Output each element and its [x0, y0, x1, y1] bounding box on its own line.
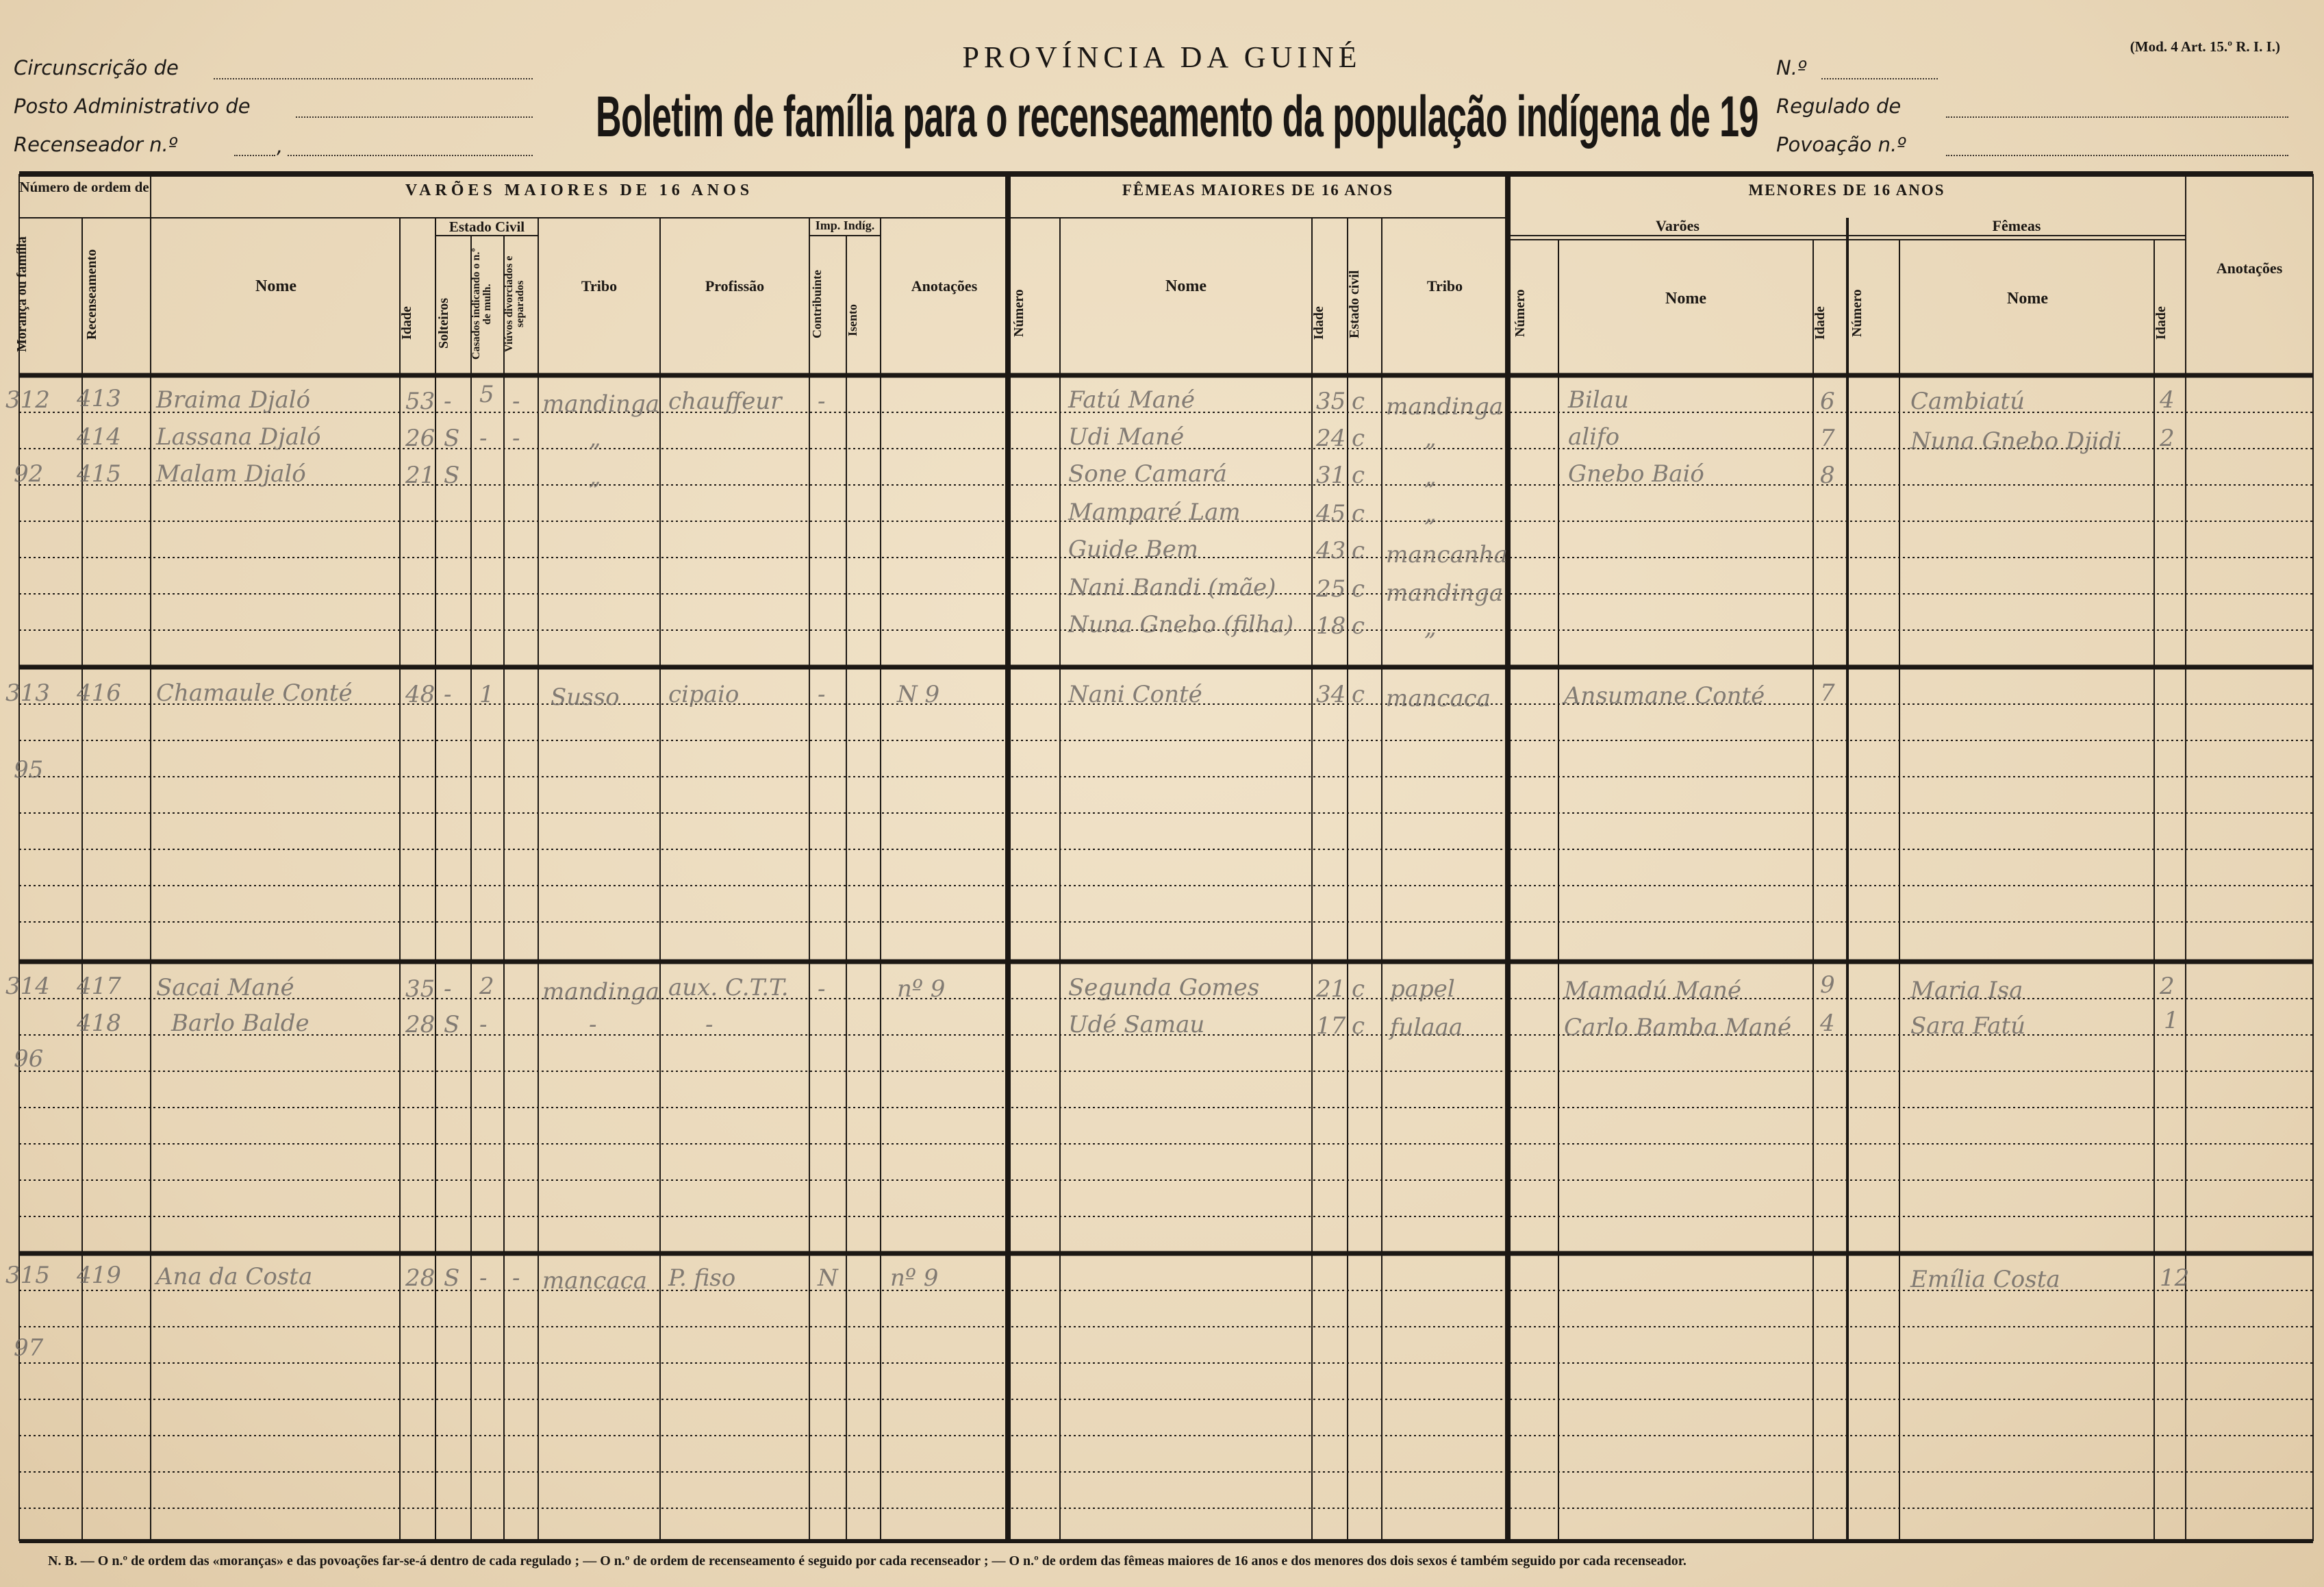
- handwritten-s3b-mv-idade: 4: [1820, 1010, 1835, 1037]
- numero-label: N.º: [1776, 56, 1807, 79]
- header-viuvos: Viúvos divorciados e separados: [503, 255, 526, 353]
- handwritten-s3-morn2: 96: [14, 1045, 44, 1073]
- handwritten-r4-f-ec: c: [1352, 500, 1365, 527]
- header-imp-indig: Imp. Indíg.: [815, 218, 875, 232]
- handwritten-s3-mf-nome: Maria Isa: [1910, 977, 2023, 1004]
- handwritten-s3-anot: nº 9: [897, 975, 946, 1003]
- handwritten-s2-rec: 416: [77, 679, 121, 707]
- handwritten-r1-f-tribo: mandinga: [1386, 393, 1503, 421]
- header-varoes-nome: Nome: [255, 277, 296, 295]
- handwritten-r5-f-idade: 43: [1316, 537, 1346, 564]
- handwritten-s3-rec: 417: [77, 973, 121, 1000]
- handwritten-r3-f-ec: c: [1352, 462, 1365, 489]
- handwritten-r2-mv-idade: 7: [1820, 425, 1835, 452]
- handwritten-r1-viu: -: [512, 388, 520, 415]
- header-varoes-tribo: Tribo: [581, 277, 618, 295]
- header-numero-ordem: Número de ordem de: [19, 179, 149, 195]
- handwritten-r7-f-ec: c: [1352, 612, 1365, 640]
- handwritten-s4-nome: Ana da Costa: [156, 1263, 313, 1290]
- handwritten-r1-moranca: 312: [5, 386, 50, 414]
- handwritten-r7-f-idade: 18: [1316, 612, 1346, 640]
- handwritten-r1-mf-idade: 4: [2160, 386, 2175, 414]
- handwritten-s4-cas: -: [479, 1264, 488, 1292]
- handwritten-s4-rec: 419: [77, 1262, 121, 1289]
- handwritten-r2-nome: Lassana Djaló: [156, 423, 321, 451]
- posto-label: Posto Administrativo de: [14, 95, 251, 118]
- handwritten-r3-mv-idade: 8: [1820, 462, 1835, 489]
- handwritten-r1-rec: 413: [77, 385, 121, 412]
- header-menores: MENORES DE 16 ANOS: [1748, 182, 1945, 199]
- handwritten-s3b-f-ec: c: [1352, 1012, 1365, 1040]
- handwritten-r5-f-ec: c: [1352, 537, 1365, 564]
- handwritten-r1-prof: chauffeur: [668, 388, 782, 415]
- handwritten-r3-f-idade: 31: [1316, 462, 1346, 489]
- header-estado-civil: Estado Civil: [449, 218, 525, 235]
- handwritten-r5-f-nome: Guide Bem: [1068, 536, 1198, 563]
- handwritten-r1-mv-nome: Bilau: [1568, 386, 1629, 414]
- handwritten-s4-idade: 28: [405, 1264, 435, 1292]
- handwritten-s3-idade: 35: [405, 975, 435, 1003]
- handwritten-r6-f-nome: Nani Bandi (mãe): [1068, 574, 1276, 601]
- handwritten-r5-f-tribo: mancanha: [1386, 541, 1508, 568]
- handwritten-s2-idade: 48: [405, 681, 435, 708]
- handwritten-r3-rec: 415: [77, 460, 121, 488]
- handwritten-s2-f-tribo: mancaca: [1386, 685, 1491, 712]
- handwritten-r4-f-nome: Mamparé Lam: [1068, 499, 1241, 526]
- header-menores-varoes-idade: Idade: [1813, 306, 1828, 340]
- handwritten-r3-f-nome: Sone Camará: [1068, 460, 1227, 488]
- handwritten-s2-moranca: 313: [5, 679, 50, 707]
- handwritten-s2-prof: cipaio: [668, 681, 740, 708]
- handwritten-r1-mf-nome: Cambiatú: [1910, 388, 2025, 415]
- handwritten-r1-nome: Braima Djaló: [156, 386, 311, 414]
- handwritten-r3-f-tribo: „: [1424, 463, 1437, 490]
- header-menores-femeas: Fêmeas: [1992, 217, 2041, 234]
- handwritten-s2-tribo: Susso: [551, 684, 620, 711]
- handwritten-s4-moranca: 315: [5, 1262, 50, 1289]
- handwritten-s4-contrib: N: [818, 1264, 838, 1292]
- header-femeas-tribo: Tribo: [1426, 277, 1463, 295]
- handwritten-r2-f-idade: 24: [1316, 425, 1346, 452]
- handwritten-s3b-idade: 28: [405, 1011, 435, 1038]
- handwritten-r4-f-idade: 45: [1316, 500, 1346, 527]
- handwritten-s3-moranca: 314: [5, 973, 50, 1000]
- handwritten-s3-f-nome: Segunda Gomes: [1068, 974, 1260, 1001]
- handwritten-r3-solt: S: [444, 462, 460, 489]
- header-femeas-estado-civil: Estado civil: [1347, 270, 1362, 338]
- handwritten-s3b-cas: -: [479, 1011, 488, 1038]
- header-menores-varoes-numero: Número: [1513, 289, 1528, 337]
- recenseador-comma: ,: [277, 134, 283, 158]
- province-heading: PROVÍNCIA DA GUINÉ: [962, 40, 1362, 74]
- handwritten-r6-f-idade: 25: [1316, 575, 1346, 603]
- header-anotacoes-final: Anotações: [2216, 260, 2283, 277]
- handwritten-s3-f-idade: 21: [1316, 975, 1346, 1003]
- handwritten-r2-solt: S: [444, 425, 460, 452]
- handwritten-s2-anot: N 9: [897, 681, 940, 708]
- handwritten-s4-viu: -: [512, 1264, 520, 1292]
- handwritten-s3-cas: 2: [479, 973, 494, 1000]
- handwritten-r2-mf-nome: Nuna Gnebo Djidi: [1910, 427, 2122, 455]
- handwritten-r1-f-nome: Fatú Mané: [1068, 386, 1196, 414]
- handwritten-s4-solt: S: [444, 1264, 460, 1292]
- handwritten-s4-prof: P. fiso: [668, 1264, 736, 1292]
- handwritten-s3b-mv-nome: Carlo Bamba Mané: [1564, 1014, 1792, 1041]
- handwritten-r1-mv-idade: 6: [1820, 388, 1835, 415]
- handwritten-r2-f-tribo: „: [1424, 425, 1437, 452]
- handwritten-s2-f-ec: c: [1352, 681, 1365, 708]
- handwritten-s3-solt: -: [444, 975, 452, 1003]
- handwritten-r1-contrib: -: [818, 388, 826, 415]
- handwritten-r2-tribo: „: [589, 425, 601, 452]
- handwritten-r3-moranca: 92: [14, 460, 44, 488]
- handwritten-s3-nome: Sacai Mané: [156, 974, 294, 1001]
- header-moranca: Morança ou família: [14, 236, 29, 353]
- handwritten-s2-morn2: 95: [14, 756, 44, 784]
- header-femeas-idade: Idade: [1311, 306, 1326, 340]
- form-title: Boletim de família para o recenseamento da população indígena de 19: [596, 84, 1758, 149]
- handwritten-s2-solt: -: [444, 681, 452, 708]
- handwritten-s3b-f-tribo: fulaaa: [1390, 1014, 1463, 1041]
- handwritten-s3-contrib: -: [818, 975, 826, 1003]
- handwritten-s3-mf-idade: 2: [2160, 973, 2175, 1000]
- recenseador-label: Recenseador n.º: [14, 133, 178, 156]
- handwritten-s4-anot: nº 9: [890, 1264, 939, 1292]
- handwritten-r1-f-ec: c: [1352, 388, 1365, 415]
- form-model-reference: (Mod. 4 Art. 15.º R. I. I.): [2130, 38, 2280, 55]
- handwritten-r4-f-tribo: „: [1424, 500, 1437, 527]
- handwritten-s3b-solt: S: [444, 1011, 460, 1038]
- handwritten-r1-f-idade: 35: [1316, 388, 1346, 415]
- handwritten-s3-f-ec: c: [1352, 975, 1365, 1003]
- handwritten-s3b-prof: -: [705, 1011, 713, 1038]
- header-menores-varoes-nome: Nome: [1665, 290, 1706, 308]
- handwritten-r1-solt: -: [444, 388, 452, 415]
- header-solteiros: Solteiros: [436, 297, 451, 349]
- handwritten-r1-idade: 53: [405, 388, 435, 415]
- handwritten-r3-nome: Malam Djaló: [156, 460, 306, 488]
- handwritten-s3-tribo: mandinga: [542, 978, 659, 1005]
- regulado-label: Regulado de: [1776, 95, 1902, 118]
- handwritten-r2-cas: -: [479, 425, 488, 452]
- header-contribuinte: Contribuinte: [810, 270, 824, 339]
- handwritten-r6-f-tribo: mandinga: [1386, 579, 1503, 607]
- handwritten-s3-prof: aux. C.T.T.: [668, 974, 789, 1001]
- header-recenseamento: Recenseamento: [84, 249, 99, 340]
- header-menores-varoes: Varões: [1656, 217, 1700, 234]
- header-varoes-anotacoes: Anotações: [911, 277, 978, 295]
- handwritten-r2-mf-idade: 2: [2160, 425, 2175, 452]
- header-casados: Casados indicando o n.º de mulh.: [470, 248, 493, 360]
- handwritten-r2-f-ec: c: [1352, 425, 1365, 452]
- handwritten-s3-mv-nome: Mamadú Mané: [1564, 977, 1742, 1004]
- header-femeas-numero: Número: [1011, 289, 1026, 337]
- header-isento: Isento: [846, 303, 859, 336]
- header-varoes-idade: Idade: [399, 306, 414, 340]
- handwritten-s3b-f-idade: 17: [1316, 1012, 1346, 1040]
- handwritten-s3b-mf-nome: Sara Fatú: [1910, 1012, 2026, 1040]
- handwritten-s4-mf-idade: 12: [2160, 1264, 2190, 1292]
- handwritten-s4-mf-nome: Emília Costa: [1910, 1266, 2060, 1293]
- footnote: N. B. — O n.º de ordem das «moranças» e das povoações far-se-á dentro de cada regulado ; — O n.º de ordem de recenseamento é seguido por cada recenseador ; — O n.º de ordem das fêmeas maiores de 16 anos e dos menores dos dois sexos é também seguido por cada recenseador.: [48, 1553, 1687, 1569]
- header-profissao: Profissão: [705, 277, 765, 295]
- handwritten-s3-f-tribo: papel: [1390, 975, 1455, 1003]
- povoacao-label: Povoação n.º: [1776, 133, 1906, 156]
- handwritten-s2-f-nome: Nani Conté: [1068, 681, 1202, 708]
- header-femeas-nome: Nome: [1165, 277, 1207, 295]
- handwritten-r7-f-nome: Nuna Gnebo (filha): [1068, 611, 1294, 638]
- handwritten-s3b-tribo: -: [589, 1011, 597, 1038]
- handwritten-r2-rec: 414: [77, 423, 121, 451]
- handwritten-r2-idade: 26: [405, 425, 435, 452]
- handwritten-r2-f-nome: Udi Mané: [1068, 423, 1185, 451]
- handwritten-r2-mv-nome: alifo: [1568, 423, 1620, 451]
- circunscricao-label: Circunscrição de: [14, 56, 179, 79]
- handwritten-r1-cas: 5: [479, 381, 494, 408]
- header-femeas-maiores: FÊMEAS MAIORES DE 16 ANOS: [1122, 182, 1394, 199]
- handwritten-s2-contrib: -: [818, 681, 826, 708]
- handwritten-s3b-rec: 418: [77, 1010, 121, 1037]
- handwritten-s3-mv-idade: 9: [1820, 971, 1835, 999]
- header-menores-femeas-numero: Número: [1849, 289, 1865, 337]
- handwritten-r6-f-ec: c: [1352, 575, 1365, 603]
- handwritten-s3b-nome: Barlo Balde: [171, 1010, 310, 1037]
- handwritten-r7-f-tribo: „: [1424, 614, 1437, 641]
- handwritten-s4-tribo: mancaca: [542, 1267, 648, 1295]
- handwritten-s4-morn2: 97: [14, 1334, 44, 1362]
- handwritten-s2-f-idade: 34: [1316, 681, 1346, 708]
- handwritten-r3-idade: 21: [405, 462, 435, 489]
- handwritten-r3-tribo: „: [589, 463, 601, 490]
- handwritten-r3-mv-nome: Gnebo Baió: [1568, 460, 1704, 488]
- handwritten-r2-viu: -: [512, 425, 520, 452]
- handwritten-s2-cas: 1: [479, 681, 494, 708]
- header-varoes-maiores: VARÕES MAIORES DE 16 ANOS: [405, 182, 754, 199]
- handwritten-r1-tribo: mandinga: [542, 390, 659, 418]
- handwritten-s3b-mf-idade: 1: [2164, 1007, 2179, 1034]
- header-menores-femeas-nome: Nome: [2007, 290, 2048, 308]
- handwritten-s2-mv-idade: 7: [1820, 679, 1835, 707]
- handwritten-s3b-f-nome: Udé Samau: [1068, 1011, 1205, 1038]
- handwritten-s2-nome: Chamaule Conté: [156, 679, 353, 707]
- handwritten-s2-mv-nome: Ansumane Conté: [1564, 682, 1765, 710]
- header-menores-femeas-idade: Idade: [2154, 306, 2169, 340]
